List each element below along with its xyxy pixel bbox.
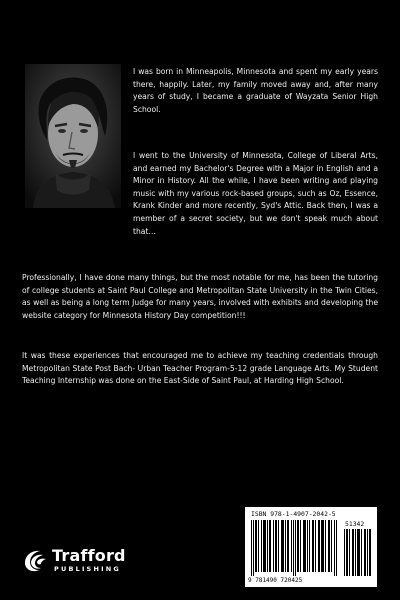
- bio-paragraph: It was these experiences that encouraged me to achieve my teaching credentials through Metropolitan State Post Bach- Urban Teacher Program-5-12 grade Language Arts. My Student Teaching Internship was done on the East-Side of Saint Paul, at Harding High School.: [22, 351, 378, 386]
- publisher-tagline: PUBLISHING: [54, 565, 121, 573]
- publisher-logo: [22, 546, 134, 576]
- trafford-swirl-icon: [22, 547, 50, 575]
- price-code: 51342: [345, 520, 365, 528]
- publisher-name: Trafford: [52, 546, 126, 565]
- ean-barcode: [251, 520, 339, 576]
- bio-paragraph: Professionally, I have done many things, but the most notable for me, has been the tutoring of college students at Saint Paul College and Metropolitan State University in the Twin Cities, as well as being a long term Judge for many years, involved with exhibits and developing the website category for Minnesota History Day competition!!!: [22, 273, 378, 320]
- bio-paragraph: I was born in Minneapolis, Minnesota and spent my early years there, happily. Later, my family moved away and, after many years of study, I became a graduate of Wayzata Senior High School.: [133, 67, 378, 114]
- barcode-box: [245, 507, 377, 587]
- isbn-label: ISBN 978-1-4907-2042-5: [251, 510, 336, 518]
- bio-paragraph: I went to the University of Minnesota, College of Liberal Arts, and earned my Bachelor's Degree with a Major in English and a Minor in History. All the while, I have been writing and playing music with my various rock-based groups, such as Oz, Essence, Krank Kinder and more recently, Syd's Attic. Back then, I was a member of a secret society, but we don't speak much about that…: [133, 151, 378, 236]
- author-photo: [25, 64, 121, 208]
- barcode-digits: 9 781490 720425: [248, 577, 303, 584]
- price-barcode: [344, 529, 372, 576]
